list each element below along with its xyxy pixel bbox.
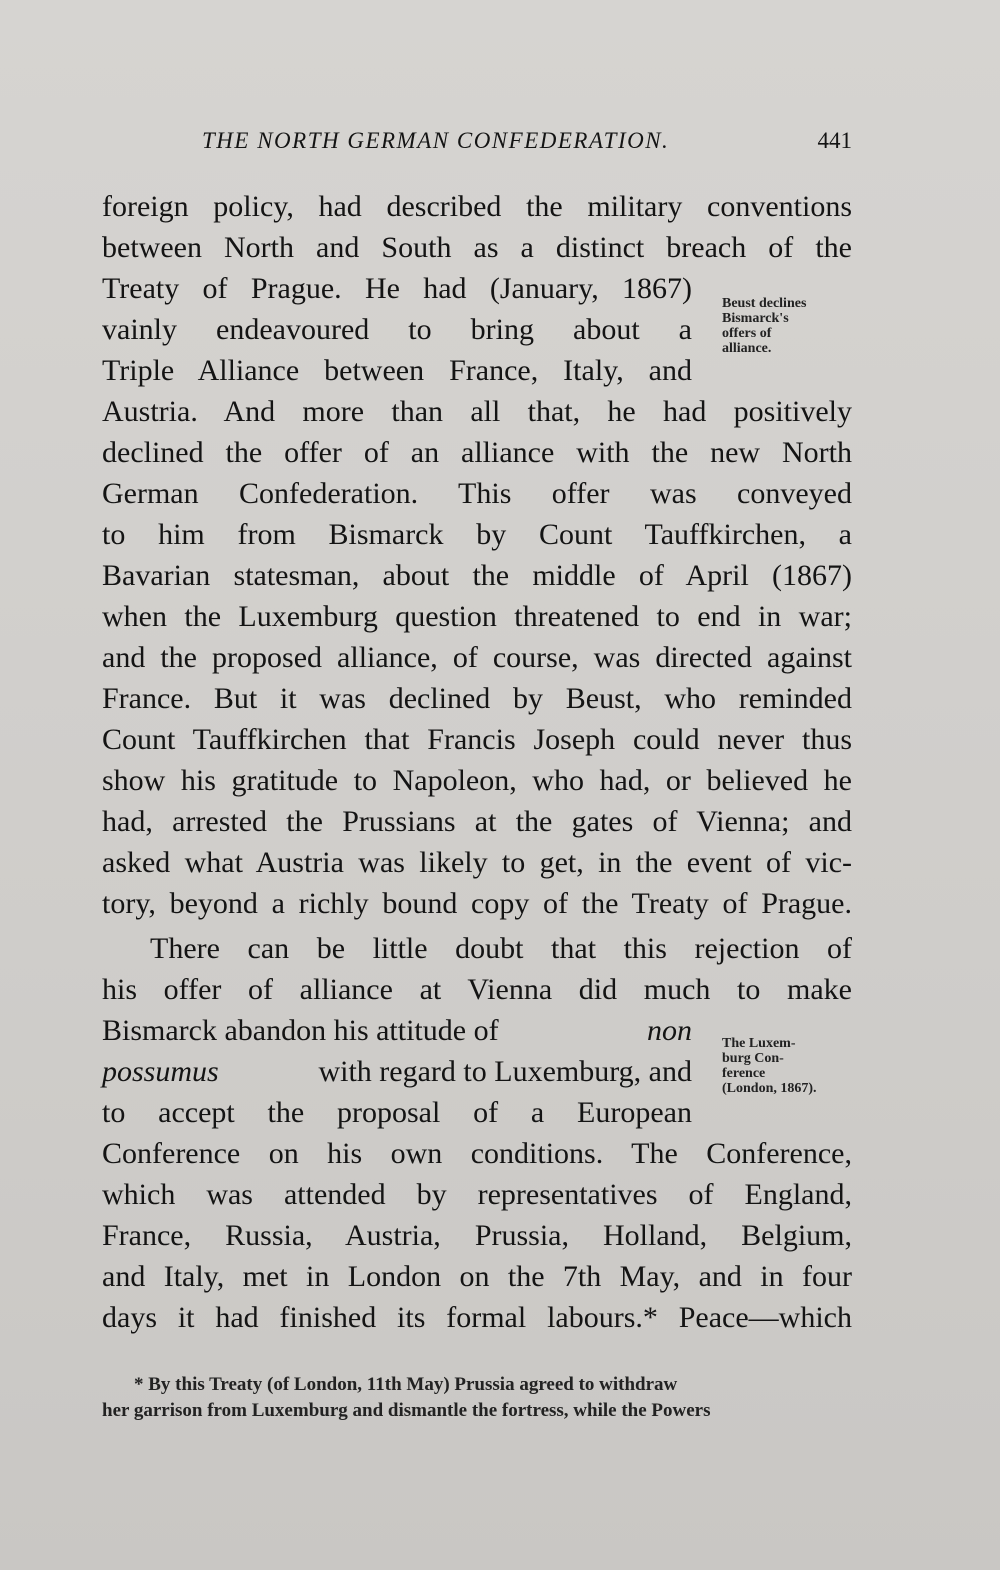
text-line [102,1012,692,1050]
text-line: vainly endeavoured to bring about a [102,313,692,346]
text-line-part: Bismarck abandon his attitude of [102,1014,507,1047]
sidenote-conference [722,1036,817,1096]
text-line: German Confederation. This offer was conveyed [102,477,852,510]
text-line: to accept the proposal of a European [102,1096,692,1129]
sidenote-line: Beust declines [722,296,807,311]
footnote-line: her garrison from Luxemburg and dismantle the fortress, while the Powers [102,1400,711,1421]
text-line: show his gratitude to Napoleon, who had, or believed he [102,764,852,797]
footnote [102,1372,852,1424]
page-header [102,128,852,158]
text-line [102,1053,692,1091]
text-line: days it had finished its formal labours.* Peace—which [102,1301,852,1334]
sidenote-line: offers of [722,326,772,341]
text-line: tory, beyond a richly bound copy of the Treaty of Prague. [102,887,852,920]
text-line: Conference on his own conditions. The Conference, [102,1137,852,1170]
text-line: and the proposed alliance, of course, was directed against [102,641,852,674]
text-line: between North and South as a distinct breach of the [102,231,852,264]
text-line: had, arrested the Prussians at the gates of Vienna; and [102,805,852,838]
sidenote-beust [722,296,806,356]
text-line-part: with regard to Luxemburg, and [310,1055,692,1088]
text-line: to him from Bismarck by Count Tauffkirchen, a [102,518,852,551]
running-head: THE NORTH GERMAN CONFEDERATION. [202,128,670,153]
text-italic: possumus [102,1055,219,1088]
text-line: and Italy, met in London on the 7th May, and in four [102,1260,852,1293]
sidenote-line: The Luxem- [722,1036,796,1051]
sidenote-line: ference [722,1066,766,1081]
text-line: foreign policy, had described the military conventions [102,190,852,223]
text-line: Count Tauffkirchen that Francis Joseph could never thus [102,723,852,756]
text-line: Bavarian statesman, about the middle of April (1867) [102,559,852,592]
footnote-line: * By this Treaty (of London, 11th May) Prussia agreed to withdraw [134,1374,678,1395]
page-number: 441 [817,128,852,153]
sidenote-line: alliance. [722,341,772,356]
text-line: Triple Alliance between France, Italy, and [102,354,692,387]
text-italic: non [647,1014,692,1047]
text-line: which was attended by representatives of England, [102,1178,852,1211]
text-line: asked what Austria was likely to get, in the event of vic- [102,846,852,879]
text-line: France. But it was declined by Beust, who reminded [102,682,852,715]
text-line: Austria. And more than all that, he had positively [102,395,852,428]
text-line: his offer of alliance at Vienna did much to make [102,973,852,1006]
text-line: There can be little doubt that this rejection of [150,932,852,965]
text-line: when the Luxemburg question threatened to end in war; [102,600,852,633]
sidenote-line: Bismarck's [722,311,789,326]
text-line: Treaty of Prague. He had (January, 1867) [102,272,692,305]
text-line: France, Russia, Austria, Prussia, Holland, Belgium, [102,1219,852,1252]
sidenote-line: burg Con- [722,1051,784,1066]
text-line: declined the offer of an alliance with the new North [102,436,852,469]
sidenote-line: (London, 1867). [722,1081,817,1096]
